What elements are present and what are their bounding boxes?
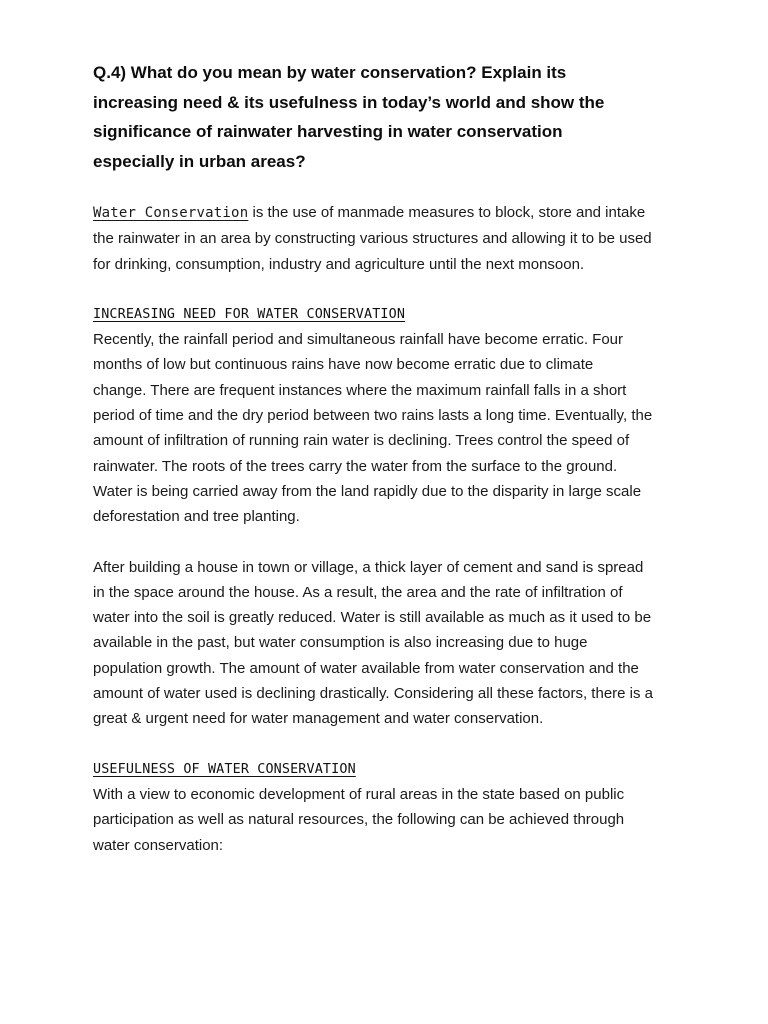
definition-text: is the use of manmade measures to block, store and intake [248,204,646,221]
page-content [93,58,693,858]
paragraph-line: water into the soil is greatly reduced. Water is still available as much as it used to be [93,609,652,627]
spacer [93,277,693,302]
question-line: Q.4) What do you mean by water conservation? Explain its [93,63,567,82]
definition-paragraph [93,200,693,277]
paragraph-line: for drinking, consumption, industry and agriculture until the next monsoon. [93,255,585,273]
paragraph-line: amount of water used is declining drastically. Considering all these factors, there is a [93,685,654,703]
question-heading [93,58,693,176]
paragraph-line: After building a house in town or village, a thick layer of cement and sand is spread [93,558,644,576]
paragraph-line: period of time and the dry period between two rains lasts a long time. Eventually, the [93,407,653,425]
section-heading-usefulness: USEFULNESS OF WATER CONSERVATION [93,761,356,777]
paragraph-line: With a view to economic development of rural areas in the state based on public [93,785,625,803]
paragraph-line: the rainwater in an area by constructing various structures and allowing it to be used [93,230,652,248]
spacer [93,732,693,757]
need-paragraph-2 [93,555,693,732]
paragraph-line: deforestation and tree planting. [93,508,300,526]
question-line: significance of rainwater harvesting in water conservation [93,122,563,141]
question-line: especially in urban areas? [93,151,306,171]
paragraph-line: amount of infiltration of running rain water is declining. Trees control the speed of [93,432,630,450]
paragraph-line: water conservation: [93,836,224,854]
definition-term: Water Conservation [93,205,249,221]
paragraph-line: Water is being carried away from the land rapidly due to the disparity in large scale [93,482,642,500]
paragraph-line: population growth. The amount of water available from water conservation and the [93,659,639,677]
paragraph-line: months of low but continuous rains have now become erratic due to climate [93,356,594,374]
need-paragraph-1 [93,327,693,529]
spacer [93,530,693,555]
paragraph-line: great & urgent need for water management and water conservation. [93,710,544,728]
paragraph-line: participation as well as natural resources, the following can be achieved through [93,811,625,829]
paragraph-line [93,200,693,226]
paragraph-line: change. There are frequent instances where the maximum rainfall falls in a short [93,381,627,399]
paragraph-line: in the space around the house. As a result, the area and the rate of infiltration of [93,583,623,601]
spacer [93,176,693,200]
section-heading-need: INCREASING NEED FOR WATER CONSERVATION [93,306,406,322]
paragraph-line: Recently, the rainfall period and simultaneous rainfall have become erratic. Four [93,331,623,349]
paragraph-line: rainwater. The roots of the trees carry the water from the surface to the ground. [93,457,618,475]
question-line: increasing need & its usefulness in today’s world and show the [93,92,605,112]
usefulness-paragraph [93,782,693,858]
paragraph-line: available in the past, but water consumption is also increasing due to huge [93,634,588,652]
